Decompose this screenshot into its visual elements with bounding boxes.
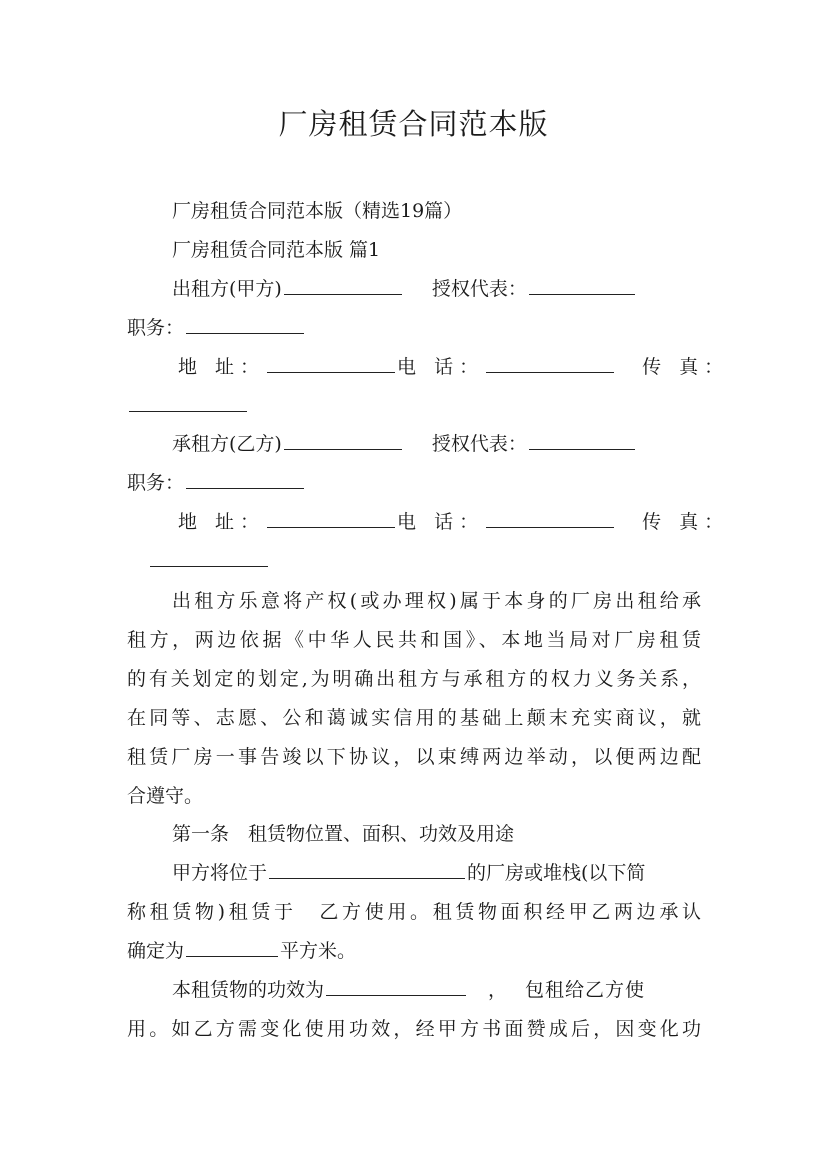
lessee-rep-blank[interactable] bbox=[529, 445, 635, 450]
article1-lease-text: 包租给乙方使 bbox=[525, 979, 646, 1001]
lessee-position-line bbox=[127, 470, 306, 496]
lessee-name-blank[interactable] bbox=[284, 445, 402, 450]
lessor-party-label: 出租方(甲方) bbox=[172, 278, 282, 300]
lessor-fax-label: 传 真： bbox=[642, 356, 730, 378]
lessor-rep-label: 授权代表： bbox=[431, 278, 527, 300]
lessee-address-label: 地 址： bbox=[178, 511, 266, 533]
article1-p1-line2: 称租赁物)租赁于 乙方使用。租赁物面积经甲乙两边承认 bbox=[127, 901, 701, 923]
lessor-address-label: 地 址： bbox=[178, 356, 266, 378]
article1-location-blank[interactable] bbox=[269, 874, 465, 879]
lessor-phone-label: 电 话： bbox=[397, 356, 485, 378]
article1-area-label: 确定为 bbox=[127, 940, 185, 962]
lessee-contact-line bbox=[178, 509, 729, 535]
lessor-position-blank[interactable] bbox=[186, 329, 304, 334]
article1-heading: 第一条 租赁物位置、面积、功效及用途 bbox=[172, 823, 515, 845]
lessee-phone-label: 电 话： bbox=[397, 511, 485, 533]
lessee-phone-blank[interactable] bbox=[486, 523, 614, 528]
intro-line-5: 租赁厂房一事告竣以下协议，以束缚两边举动，以便两边配 bbox=[127, 746, 701, 768]
lessee-fax-label: 传 真： bbox=[642, 511, 730, 533]
lessee-position-blank[interactable] bbox=[186, 484, 304, 489]
article1-comma: ， bbox=[488, 979, 508, 1001]
intro-line-1: 出租方乐意将产权(或办理权)属于本身的厂房出租给承 bbox=[172, 590, 701, 612]
lessor-phone-blank[interactable] bbox=[486, 368, 614, 373]
lessee-fax-line bbox=[148, 548, 270, 574]
article1-area-unit: 平方米。 bbox=[280, 940, 357, 962]
article1-area-blank[interactable] bbox=[186, 952, 278, 957]
lessor-position-line bbox=[127, 315, 306, 341]
lessor-name-blank[interactable] bbox=[284, 290, 402, 295]
lessee-rep-label: 授权代表： bbox=[431, 433, 527, 455]
article1-location-label: 甲方将位于 bbox=[172, 862, 268, 884]
intro-line-6: 合遵守。 bbox=[127, 785, 204, 807]
article1-p1-line3 bbox=[127, 938, 356, 964]
document-title: 厂房租赁合同范本版 bbox=[278, 107, 549, 141]
lessee-party-label: 承租方(乙方) bbox=[172, 433, 282, 455]
article1-p2-line1 bbox=[172, 977, 645, 1003]
lessee-position-label: 职务： bbox=[127, 472, 185, 494]
lessee-address-blank[interactable] bbox=[267, 523, 395, 528]
article1-p1-line1 bbox=[172, 860, 645, 886]
document-subtitle: 厂房租赁合同范本版（精选19篇） bbox=[172, 200, 463, 222]
lessee-fax-blank[interactable] bbox=[150, 562, 268, 567]
lessor-contact-line bbox=[178, 354, 729, 380]
section-heading: 厂房租赁合同范本版 篇1 bbox=[172, 239, 381, 261]
intro-line-2: 租方，两边依据《中华人民共和国》、本地当局对厂房租赁 bbox=[127, 629, 701, 651]
intro-line-3: 的有关划定的划定,为明确出租方与承租方的权力义务关系， bbox=[127, 668, 701, 690]
lessee-line bbox=[172, 431, 637, 457]
article1-p2-line2: 用。如乙方需变化使用功效，经甲方书面赞成后，因变化功 bbox=[127, 1018, 701, 1040]
article1-function-label: 本租赁物的功效为 bbox=[172, 979, 325, 1001]
lessor-line bbox=[172, 276, 637, 302]
article1-function-blank[interactable] bbox=[326, 991, 466, 996]
intro-line-4: 在同等、志愿、公和蔼诚实信用的基础上颠末充实商议，就 bbox=[127, 707, 701, 729]
lessor-address-blank[interactable] bbox=[267, 368, 395, 373]
lessor-rep-blank[interactable] bbox=[529, 290, 635, 295]
lessor-fax-line bbox=[127, 393, 249, 419]
article1-p1-rest: 的厂房或堆栈(以下简 bbox=[467, 862, 646, 884]
lessor-position-label: 职务： bbox=[127, 317, 185, 339]
lessor-fax-blank[interactable] bbox=[129, 407, 247, 412]
